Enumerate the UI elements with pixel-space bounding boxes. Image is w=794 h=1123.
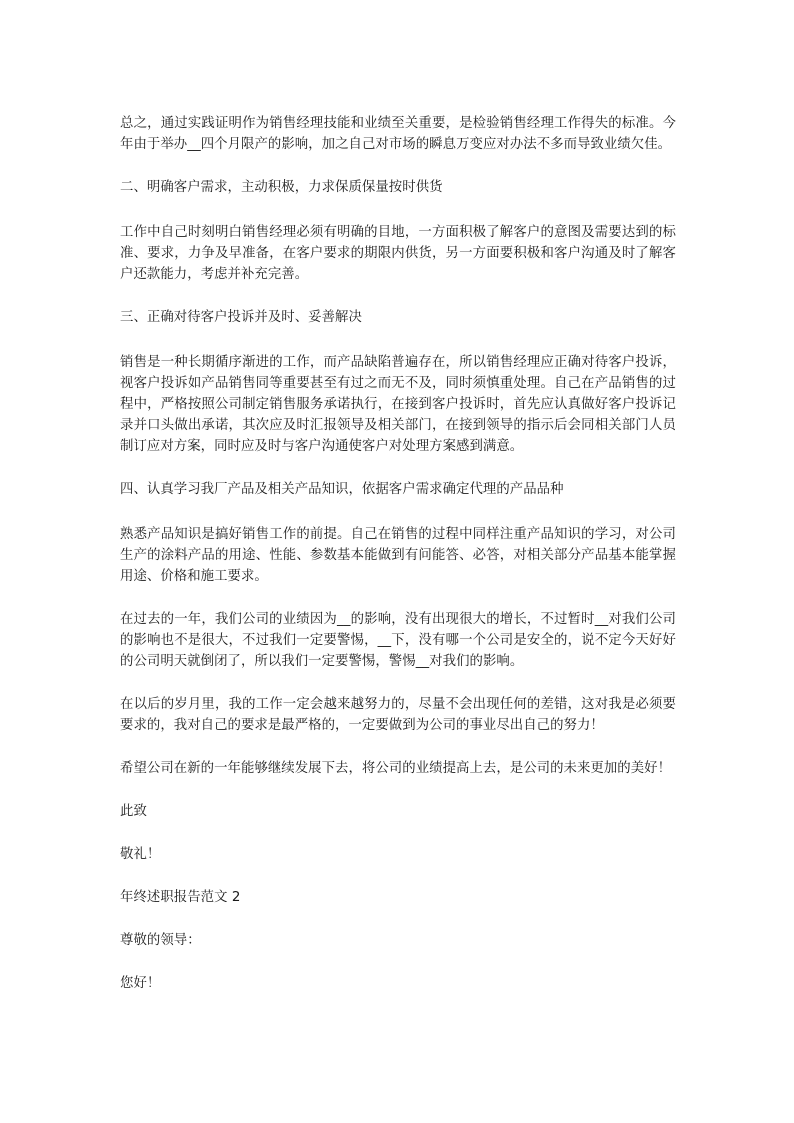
paragraph-hope: 希望公司在新的一年能够继续发展下去，将公司的业绩提高上去，是公司的未来更加的美好！ (120, 761, 672, 776)
section-title-2: 年终述职报告范文 2 (120, 890, 241, 905)
paragraph-product-knowledge: 熟悉产品知识是搞好销售工作的前提。自己在销售的过程中同样注重产品知识的学习，对公司生产的涂料产品的用途、性能、参数基本能做到有问能答、必答，对相关部分产品基本能掌握用途、价格和施工要求。 (120, 527, 676, 584)
paragraph-future-work: 在以后的岁月里，我的工作一定会越来越努力的，尽量不会出现任何的差错，这对我是必须要要求的，我对自己的要求是最严格的，一定要做到为公司的事业尽出自己的努力！ (120, 697, 676, 733)
closing-line-1: 此致 (120, 804, 147, 819)
section-heading-3: 三、正确对待客户投诉并及时、妥善解决 (120, 310, 362, 325)
section-heading-2: 二、明确客户需求，主动积极，力求保质保量按时供货 (120, 180, 443, 195)
greeting: 您好！ (120, 976, 161, 991)
paragraph-customer-needs: 工作中自己时刻明白销售经理必须有明确的目地，一方面积极了解客户的意图及需要达到的标准、要求，力争及早准备，在客户要求的期限内供货，另一方面要积极和客户沟通及时了解客户还款能力，考虑并补充完善。 (120, 225, 676, 282)
salutation: 尊敬的领导： (120, 933, 201, 948)
section-heading-4: 四、认真学习我厂产品及相关产品知识，依据客户需求确定代理的产品品种 (120, 482, 564, 497)
paragraph-past-year: 在过去的一年，我们公司的业绩因为__的影响，没有出现很大的增长，不过暂时__对我们公司的影响也不是很大，不过我们一定要警惕，__下，没有哪一个公司是安全的，说不定今天好好的公司明天就倒闭了，所以我们一定要警惕，警惕__对我们的影响。 (120, 612, 676, 669)
closing-line-2: 敬礼！ (120, 847, 161, 862)
paragraph-summary: 总之，通过实践证明作为销售经理技能和业绩至关重要，是检验销售经理工作得失的标准。今年由于举办__四个月限产的影响，加之自己对市场的瞬息万变应对办法不多而导致业绩欠佳。 (120, 116, 676, 152)
document-body (120, 113, 676, 994)
paragraph-complaints: 销售是一种长期循序渐进的工作，而产品缺陷普遍存在，所以销售经理应正确对待客户投诉，视客户投诉如产品销售同等重要甚至有过之而无不及，同时须慎重处理。自己在产品销售的过程中，严格按照公司制定销售服务承诺执行，在接到客户投诉时，首先应认真做好客户投诉记录并口头做出承诺，其次应及时汇报领导及相关部门，在接到领导的指示后会同相关部门人员制订应对方案，同时应及时与客户沟通使客户对处理方案感到满意。 (120, 355, 676, 454)
